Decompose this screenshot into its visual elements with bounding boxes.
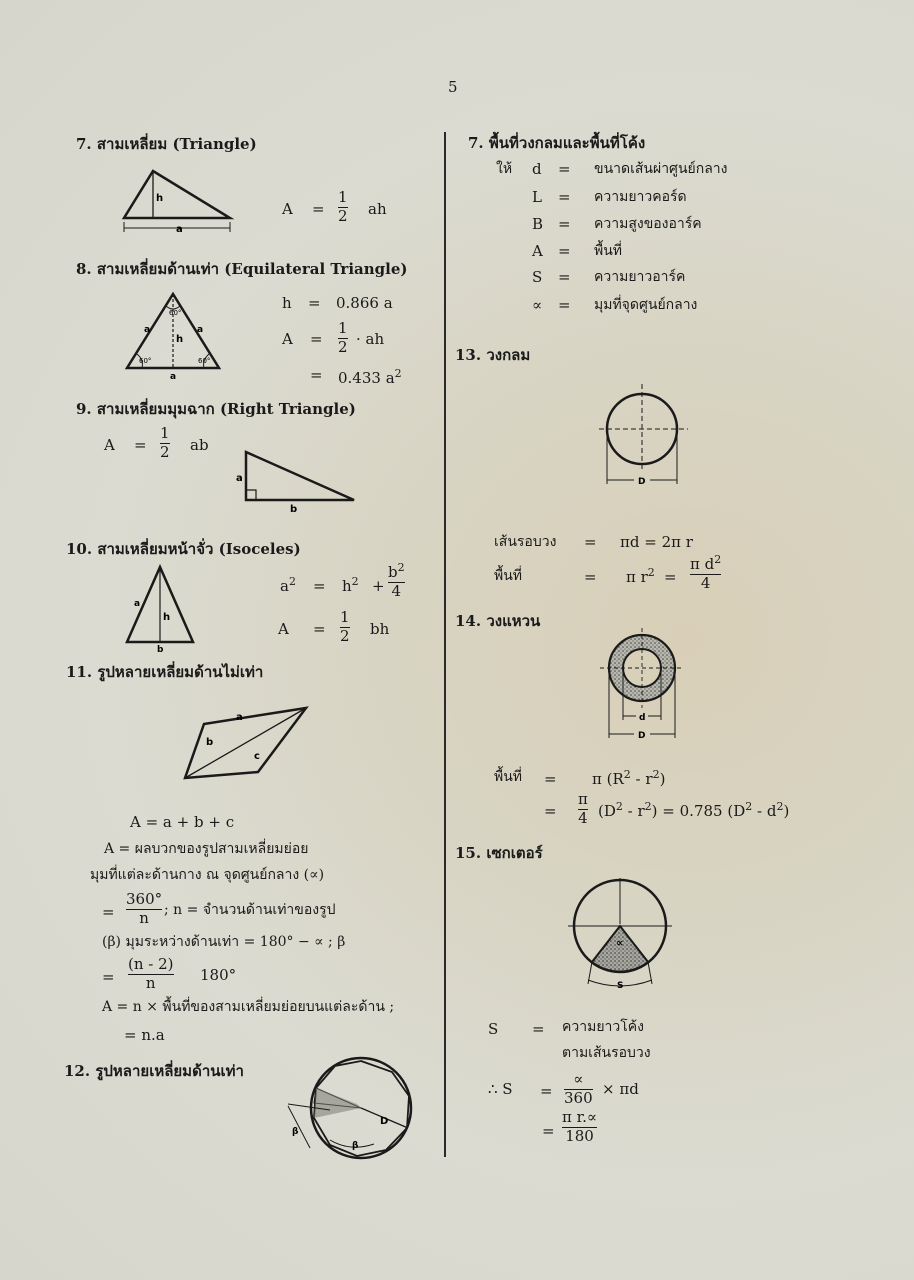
ring-area-label: พื้นที่ (494, 769, 523, 785)
diameter-label: D (638, 477, 646, 487)
side-label-left: a (144, 325, 151, 335)
isoceles-eq1-plus: + (372, 577, 385, 595)
region-label-c: c (254, 751, 260, 762)
definition-symbol: ∝ (532, 296, 543, 314)
circle-area-eq2: = (664, 568, 677, 586)
outer-diameter-label: D (638, 731, 646, 741)
irregular-line4-eq: = (102, 903, 115, 921)
equilateral-area-lhs: A (282, 330, 293, 348)
irregular-line8: = n.a (124, 1026, 165, 1044)
definition-symbol: A (532, 242, 543, 260)
fraction-numerator: 360° (126, 890, 163, 908)
equilateral-triangle-figure (122, 290, 224, 380)
definition-text: ความยาวอาร์ค (594, 269, 686, 285)
irregular-line6-fraction (128, 957, 174, 992)
angle-label-beta-bottom: β (352, 1141, 359, 1151)
fraction-numerator: ∝ (573, 1070, 584, 1088)
triangle-label-h: h (156, 193, 164, 204)
triangle-label-a: a (176, 224, 183, 235)
ring-heading: 14. วงแหวน (455, 612, 541, 630)
fraction-denominator: 180 (565, 1126, 594, 1145)
equilateral-h-lhs: h (282, 294, 292, 312)
irregular-line4-fraction (126, 892, 162, 927)
sector-s-symbol: S (488, 1020, 499, 1038)
definition-symbol: S (532, 268, 543, 286)
fraction-denominator: 4 (578, 808, 588, 827)
fraction-numerator: 1 (160, 424, 170, 442)
fraction-numerator: (n - 2) (128, 955, 174, 973)
equilateral-area-rest: · ah (356, 330, 385, 348)
right-triangle-formula-eq: = (134, 436, 147, 454)
page-number: 5 (448, 78, 458, 96)
triangle-formula-fraction (338, 190, 348, 225)
column-divider (444, 132, 446, 1157)
circle-area-eq: = (584, 568, 597, 586)
fraction-denominator: 4 (700, 573, 711, 592)
irregular-line6-rest: 180° (200, 966, 237, 984)
irregular-line6-eq: = (102, 968, 115, 986)
angle-label-left: 60° (139, 357, 152, 365)
region-label-a: a (236, 712, 243, 723)
sector-formula-fraction (564, 1072, 593, 1107)
irregular-polygon-heading: 11. รูปหลายเหลี่ยมด้านไม่เท่า (66, 663, 264, 681)
definition-equals: = (558, 160, 571, 178)
fraction-denominator: 360 (564, 1088, 593, 1107)
definition-equals: = (558, 215, 571, 233)
definition-equals: = (558, 296, 571, 314)
irregular-polygon-figure (180, 702, 312, 784)
fraction-denominator: 2 (340, 626, 350, 645)
circumference-formula: πd = 2π r (620, 533, 693, 551)
irregular-line3: มุมที่แต่ละด้านกาง ณ จุดศูนย์กลาง (∝) (90, 867, 325, 883)
height-label-h: h (163, 612, 171, 623)
equilateral-area2-eq: = (310, 366, 323, 384)
fraction-denominator: n (145, 973, 156, 992)
isoceles-eq1-eq: = (313, 577, 326, 595)
isoceles-eq1-fraction (388, 562, 405, 600)
fraction-denominator: 2 (160, 442, 170, 461)
diameter-label-D: D (380, 1116, 389, 1127)
base-label-b: b (157, 645, 164, 655)
sector-angle-label: ∝ (616, 938, 624, 949)
irregular-line5: (β) มุมระหว่างด้านเท่า = 180° − ∝ ; β (102, 934, 346, 950)
height-label: h (176, 334, 184, 345)
definition-prefix: ให้ (496, 161, 513, 177)
irregular-line2: A = ผลบวกของรูปสามเหลี่ยมย่อย (104, 841, 309, 857)
circle-area-fraction (690, 554, 721, 592)
regular-polygon-heading: 12. รูปหลายเหลี่ยมด้านเท่า (64, 1062, 244, 1080)
fraction-numerator: π r.∝ (562, 1108, 598, 1126)
isoceles-eq2-lhs: A (278, 620, 289, 638)
equilateral-area-fraction (338, 321, 348, 356)
side-label-bottom: a (170, 372, 177, 382)
fraction-numerator: 1 (338, 319, 348, 337)
isoceles-heading: 10. สามเหลี่ยมหน้าจั่ว (Isoceles) (66, 540, 301, 558)
circumference-label: เส้นรอบวง (494, 534, 557, 550)
definition-text: พื้นที่ (594, 243, 623, 259)
angle-label-right: 60° (198, 357, 211, 365)
fraction-denominator: 2 (338, 337, 348, 356)
definition-equals: = (558, 268, 571, 286)
right-triangle-formula-rest: ab (190, 436, 209, 454)
fraction-numerator: π (578, 790, 588, 808)
definition-text: มุมที่จุดศูนย์กลาง (594, 297, 698, 313)
sector-heading: 15. เซกเตอร์ (455, 844, 543, 862)
equilateral-area2-rhs: 0.433 $a^2$ (338, 367, 402, 387)
sector-s-eq: = (532, 1020, 545, 1038)
triangle-formula-eq: = (312, 200, 325, 218)
equilateral-heading: 8. สามเหลี่ยมด้านเท่า (Equilateral Triangle) (76, 260, 408, 278)
definition-text: ขนาดเส้นผ่าศูนย์กลาง (594, 161, 728, 177)
sector-formula-rest: × πd (602, 1080, 639, 1098)
fraction-denominator: 2 (338, 206, 348, 225)
equilateral-h-eq: = (308, 294, 321, 312)
fraction-numerator: $b^2$ (388, 561, 405, 581)
sector-s-desc2: ตามเส้นรอบวง (562, 1045, 651, 1061)
circumference-eq: = (584, 533, 597, 551)
right-triangle-formula-lhs: A (104, 436, 115, 454)
definition-symbol: d (532, 160, 542, 178)
sector-figure (566, 876, 676, 994)
isoceles-eq1-a: $a^2$ (280, 575, 296, 595)
ring-area2-eq: = (544, 802, 557, 820)
definition-symbol: L (532, 188, 542, 206)
circle-heading: 13. วงกลม (455, 346, 531, 364)
irregular-line1: A = a + b + c (130, 813, 235, 831)
ring-area-formula: π $(R^2 - r^2)$ (592, 768, 666, 788)
definition-equals: = (558, 188, 571, 206)
isoceles-eq2-rest: bh (370, 620, 390, 638)
definition-equals: = (558, 242, 571, 260)
isoceles-eq2-fraction (340, 610, 350, 645)
inner-diameter-label: d (639, 713, 646, 723)
leg-label-b: b (290, 504, 298, 515)
triangle-figure (118, 168, 236, 234)
side-label-right: a (197, 325, 204, 335)
fraction-numerator: 1 (338, 188, 348, 206)
isoceles-eq1-h: $h^2$ (342, 575, 359, 595)
fraction-numerator: π $d^2$ (690, 553, 722, 573)
sector-formula2-eq: = (542, 1122, 555, 1140)
ring-area2-formula: $(D^2 - r^2) = 0.785$ $(D^2 - d^2)$ (598, 800, 790, 820)
triangle-heading: 7. สามเหลี่ยม (Triangle) (76, 135, 257, 153)
sector-s-desc1: ความยาวโค้ง (562, 1019, 644, 1035)
sector-formula-lhs: ∴ S (488, 1080, 513, 1098)
fraction-denominator: 4 (391, 581, 402, 600)
circle-area-label: พื้นที่ (494, 568, 523, 584)
side-label-a: a (134, 599, 141, 609)
triangle-formula-rest: ah (368, 200, 387, 218)
isoceles-triangle-figure (122, 564, 202, 655)
circle-areas-heading: 7. พื้นที่วงกลมและพื้นที่โค้ง (468, 134, 646, 152)
irregular-line4-rest: ; n = จำนวนด้านเท่าของรูป (164, 902, 336, 918)
ring-figure (598, 626, 688, 744)
triangle-formula-lhs: A (282, 200, 293, 218)
right-triangle-formula-fraction (160, 426, 170, 461)
circle-area-pir2: π $r^2$ (626, 566, 655, 586)
ring-area2-fraction (578, 792, 588, 827)
fraction-denominator: n (139, 908, 149, 927)
regular-polygon-figure (280, 1052, 420, 1162)
leg-label-a: a (236, 473, 243, 484)
right-triangle-heading: 9. สามเหลี่ยมมุมฉาก (Right Triangle) (76, 400, 356, 418)
arc-length-label: S (617, 981, 624, 991)
angle-label-beta-left: β (292, 1127, 299, 1137)
irregular-line7: A = n × พื้นที่ของสามเหลี่ยมย่อยบนแต่ละด้าน ; (102, 999, 395, 1015)
right-triangle-figure (234, 448, 360, 514)
definition-symbol: B (532, 215, 544, 233)
equilateral-h-rhs: 0.866 a (336, 294, 393, 312)
fraction-numerator: 1 (340, 608, 350, 626)
region-label-b: b (206, 737, 214, 748)
sector-formula2-fraction (562, 1110, 597, 1145)
definition-text: ความยาวคอร์ด (594, 189, 687, 205)
sector-formula-eq: = (540, 1082, 553, 1100)
ring-area-eq: = (544, 770, 557, 788)
definition-text: ความสูงของอาร์ค (594, 216, 702, 232)
isoceles-eq2-eq: = (313, 620, 326, 638)
equilateral-area-eq: = (310, 330, 323, 348)
angle-label-top: 60° (169, 309, 182, 317)
circle-figure (594, 382, 696, 490)
